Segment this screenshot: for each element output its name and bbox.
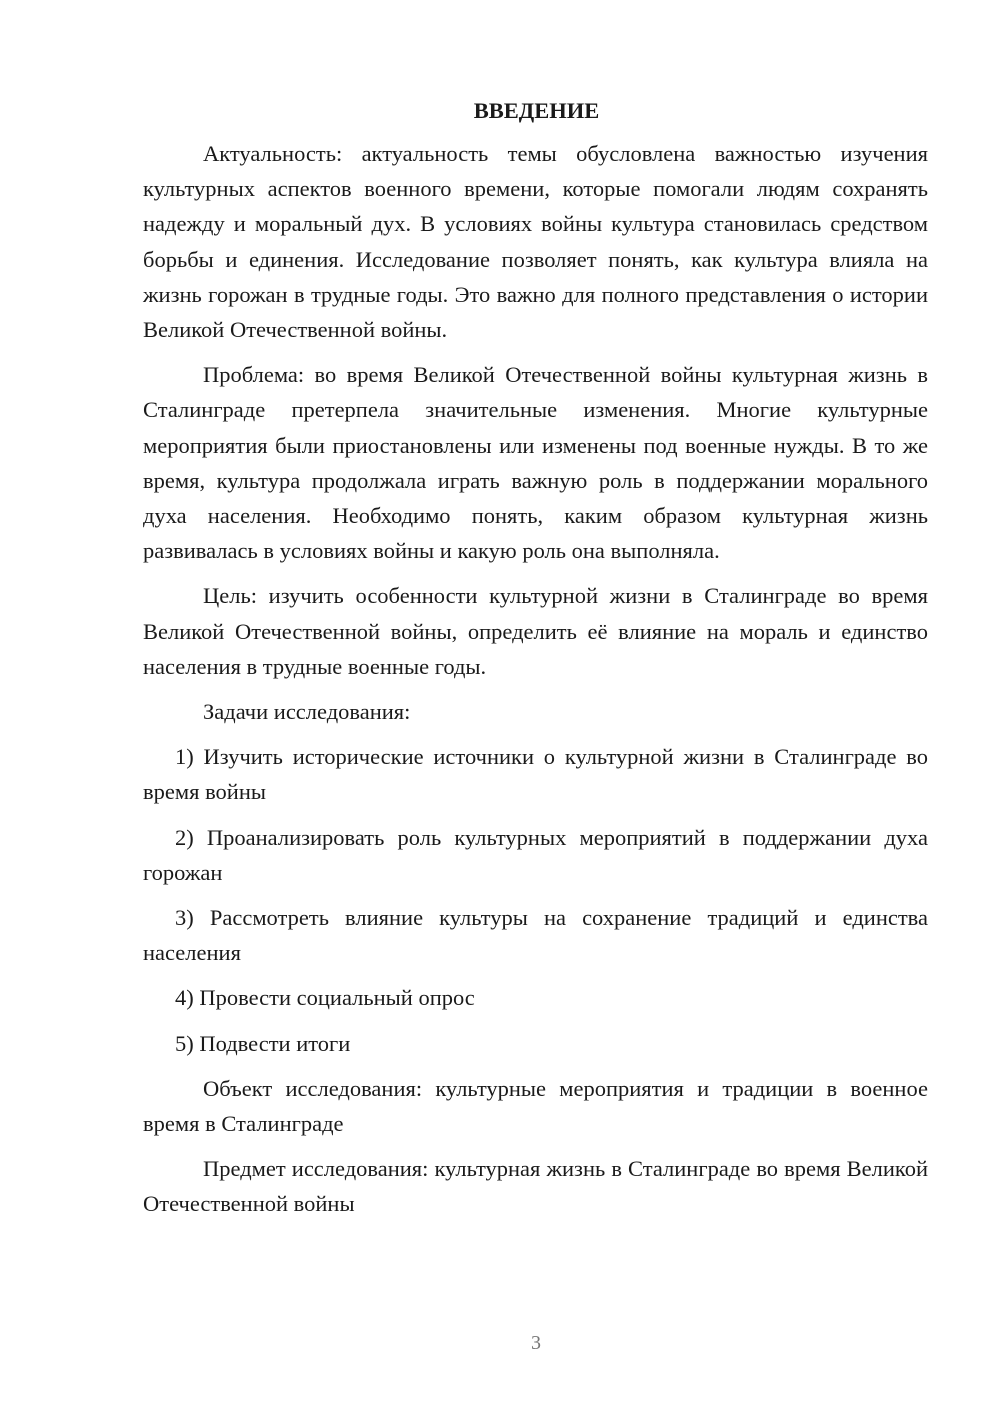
task-item: 3) Рассмотреть влияние культуры на сохранение традиций и единства населения (143, 905, 928, 966)
task-item: 5) Подвести итоги (175, 1030, 351, 1056)
section-heading: ВВЕДЕНИЕ (473, 98, 600, 123)
page-number: 3 (531, 1332, 541, 1354)
document-page (143, 93, 928, 1232)
paragraph-subject: Предмет исследования: культурная жизнь в Сталинграде во время Великой Отечественной войны (143, 1156, 928, 1217)
paragraph-problem: Проблема: во время Великой Отечественной войны культурная жизнь в Сталинграде претерпела значительные изменения. Многие культурные мероприятия были приостановлены или изменены под военные нужды. В то же время, культура продолжала играть важную роль в поддержании морального духа населения. Необходимо понять, каким образом культурная жизнь развивалась в условиях войны и какую роль она выполняла. (143, 362, 928, 564)
paragraph-relevance: Актуальность: актуальность темы обусловлена важностью изучения культурных аспектов военного времени, которые помогали людям сохранять надежду и моральный дух. В условиях войны культура становилась средством борьбы и единения. Исследование позволяет понять, как культура влияла на жизнь горожан в трудные годы. Это важно для полного представления о истории Великой Отечественной войны. (143, 141, 928, 343)
task-list (143, 739, 928, 1061)
paragraph-object: Объект исследования: культурные мероприятия и традиции в военное время в Сталинграде (143, 1075, 928, 1137)
task-item: 2) Проанализировать роль культурных мероприятий в поддержании духа горожан (143, 824, 928, 885)
paragraph-goal: Цель: изучить особенности культурной жизни в Сталинграде во время Великой Отечественной войны, определить её влияние на мораль и единство населения в трудные военные годы. (143, 583, 928, 679)
task-item: 1) Изучить исторические источники о культурной жизни в Сталинграде во время войны (143, 744, 928, 805)
task-item: 4) Провести социальный опрос (175, 985, 475, 1011)
paragraph-tasks-intro: Задачи исследования: (203, 699, 411, 725)
